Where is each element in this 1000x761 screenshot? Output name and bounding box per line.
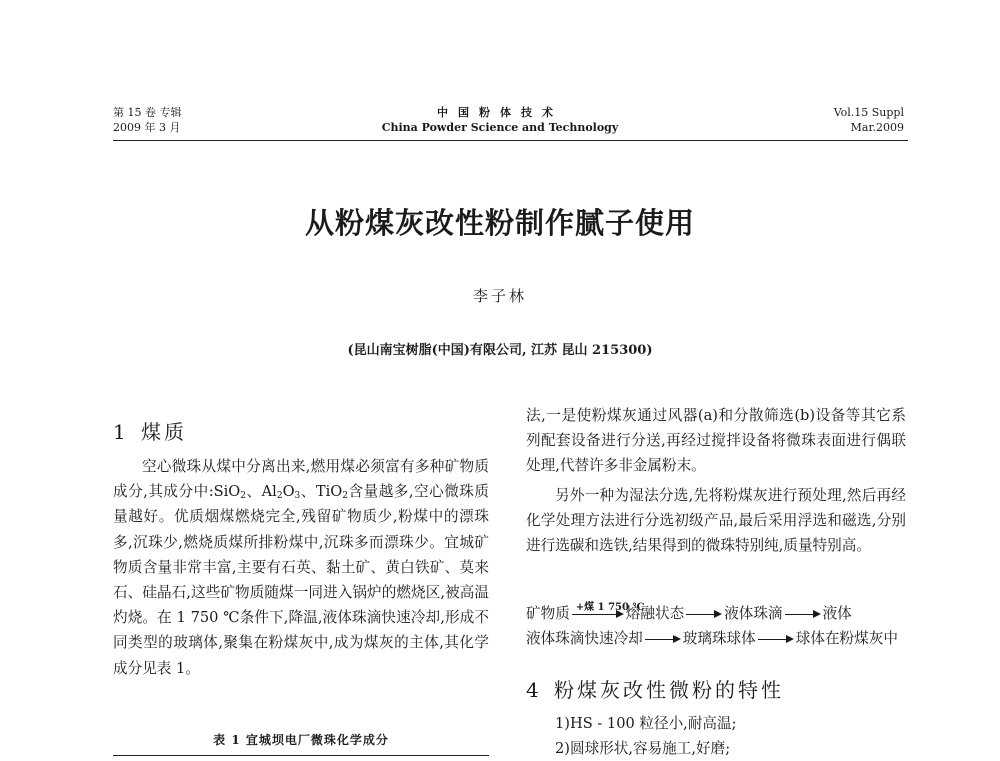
section-title: 粉煤灰改性微粉的特性 (554, 678, 784, 702)
date-en: Mar.2009 (850, 121, 904, 134)
journal-name-cn: 中国粉体技术 (437, 106, 563, 119)
process-flow (526, 601, 908, 651)
section-4-list (555, 711, 905, 761)
flow-arrow-icon (572, 602, 645, 620)
list-item: 2)圆球形状,容易施工,好磨; (555, 740, 731, 758)
flow-arrow-label: +煤 1 750 ℃ (575, 602, 645, 613)
flow-arrow-icon (758, 633, 794, 645)
section-number: 4 (526, 678, 539, 702)
para-text-a: 空心微珠从煤中分离出来,燃用煤必须富有多种矿物质成分,其成分中: (113, 458, 489, 501)
flow-step: 熔融状态 (625, 605, 685, 622)
section-title: 煤质 (141, 420, 187, 444)
header-volume-info-en (834, 105, 904, 135)
section-1-heading (113, 416, 187, 445)
flow-step: 液体珠滴快速冷却 (526, 630, 643, 647)
chem-tio2: TiO$_2$ (315, 483, 348, 502)
flow-step: 矿物质 (526, 605, 570, 622)
table-1-top-rule (113, 755, 489, 756)
flow-step: 球体在粉煤灰中 (795, 630, 898, 647)
volume-en: Vol.15 Suppl (833, 106, 904, 119)
flow-step: 玻璃珠球体 (682, 630, 756, 647)
article-author: 李子林 (472, 287, 527, 305)
date-cn: 2009 年 3 月 (113, 121, 181, 134)
flow-arrow-icon (686, 608, 722, 620)
para-text-b: 含量越多,空心微珠质量越好。优质烟煤燃烧完全,残留矿物质少,粉煤中的漂珠多,沉珠少,燃烧质煤所排粉煤中,沉珠多而漂珠少。宜城矿物质含量非常丰富,主要有石英、黏土矿、黄白铁矿、莫来石、硅晶石,这些矿物质随煤一同进入锅炉的燃烧区,被高温灼烧。在 1 750 ℃条件下,降温,液体珠滴快速冷却,形成不同类型的玻璃体,聚集在粉煤灰中,成为煤灰的主体,其化学成分见表 1。 (113, 483, 489, 677)
chem-al2o3: $Al_2O_3$ (261, 483, 301, 502)
flow-arrow-icon (785, 608, 821, 620)
section-number: 1 (113, 420, 126, 444)
volume-cn: 第 15 卷 专辑 (113, 106, 182, 119)
article-title: 从粉煤灰改性粉制作腻子使用 (304, 206, 695, 240)
flow-step: 液体珠滴 (724, 605, 783, 622)
journal-name-en: China Powder Science and Technology (381, 121, 619, 134)
chem-sio2: SiO$_2$ (213, 483, 247, 502)
section-4-heading (526, 674, 784, 703)
process-flow-line-2 (526, 626, 908, 651)
section-1-paragraph: 空心微珠从煤中分离出来,燃用煤必须富有多种矿物质成分,其成分中:SiO$_2$、$Al_2O_3$、TiO$_2$含量越多,空心微珠质量越好。优质烟煤燃烧完全,残留矿物质少,粉煤中的漂珠多,沉珠少,燃烧质煤所排粉煤中,沉珠多而漂珠少。宜城矿物质含量非常丰富,主要有石英、黏土矿、黄白铁矿、莫来石、硅晶石,这些矿物质随煤一同进入锅炉的燃烧区,被高温灼烧。在 1 750 ℃条件下,降温,液体珠滴快速冷却,形成不同类型的玻璃体,聚集在粉煤灰中,成为煤灰的主体,其化学成分见表 1。 (113, 458, 489, 677)
flow-arrow-icon (645, 633, 681, 645)
right-paragraph-wet-method: 另外一种为湿法分选,先将粉煤灰进行预处理,然后再经化学处理方法进行分选初级产品,最后采用浮选和磁选,分别进行选碳和选铁,结果得到的微珠特别纯,质量特别高。 (526, 487, 906, 555)
list-item: 1)HS - 100 粒径小,耐高温; (555, 715, 737, 732)
header-rule (113, 140, 908, 141)
process-flow-line-1: 矿物质 +煤 1 750 ℃ 熔融状态 液体珠滴 液体 (526, 601, 908, 626)
article-affiliation: (昆山南宝树脂(中国)有限公司, 江苏 昆山 215300) (347, 343, 653, 358)
right-paragraph-continued: 法,一是使粉煤灰通过风器(a)和分散筛选(b)设备等其它系列配套设备进行分送,再经过搅拌设备将微珠表面进行偶联处理,代替许多非金属粉末。 (526, 407, 906, 475)
table-1-caption: 表 1 宜城坝电厂微珠化学成分 (213, 733, 389, 747)
